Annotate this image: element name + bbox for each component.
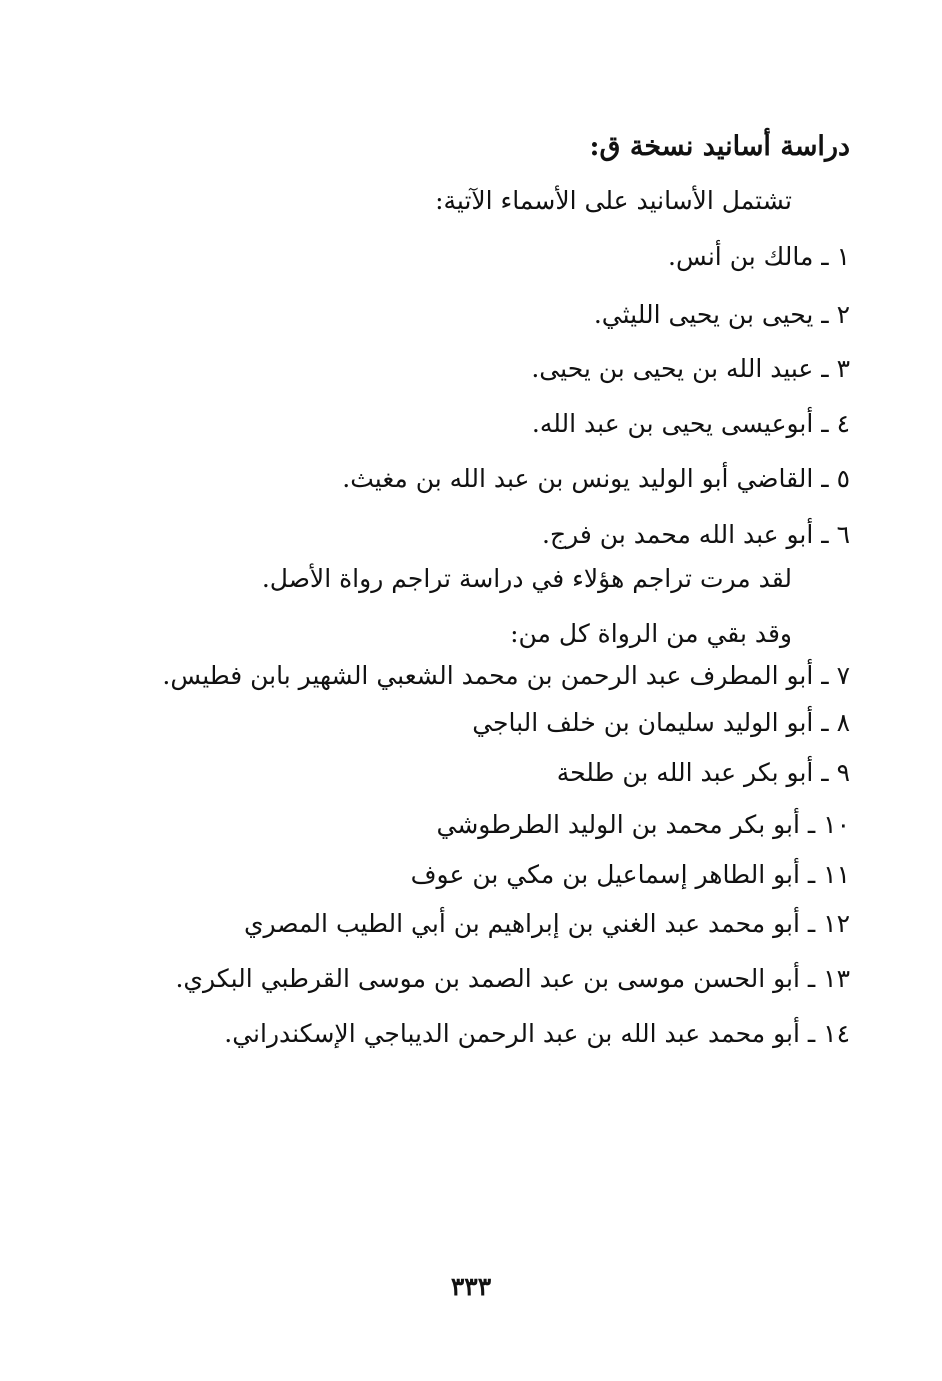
list-item: ١٤ ـ أبو محمد عبد الله بن عبد الرحمن الديباجي الإسكندراني.	[224, 1019, 850, 1048]
page-number: ٣٣٣	[450, 1272, 492, 1301]
section-heading: دراسة أسانيد نسخة ق:	[589, 131, 850, 162]
list-item: ٩ ـ أبو بكر عبد الله بن طلحة	[556, 758, 850, 787]
remaining-intro-text: وقد بقي من الرواة كل من:	[510, 619, 792, 648]
list-item: ١٢ ـ أبو محمد عبد الغني بن إبراهيم بن أبي الطيب المصري	[243, 909, 850, 938]
list-item: ٤ ـ أبوعيسى يحيى بن عبد الله.	[531, 409, 850, 438]
list-item: ١ ـ مالك بن أنس.	[668, 242, 850, 271]
intro-text: تشتمل الأسانيد على الأسماء الآتية:	[435, 186, 792, 215]
list-item: ٥ ـ القاضي أبو الوليد يونس بن عبد الله بن مغيث.	[342, 464, 850, 493]
list-item: ١١ ـ أبو الطاهر إسماعيل بن مكي بن عوف	[410, 860, 850, 889]
list-item: ٧ ـ أبو المطرف عبد الرحمن بن محمد الشعبي الشهير بابن فطيس.	[162, 661, 850, 690]
list-item: ١٣ ـ أبو الحسن موسى بن عبد الصمد بن موسى القرطبي البكري.	[175, 964, 850, 993]
note-text: لقد مرت تراجم هؤلاء في دراسة تراجم رواة الأصل.	[261, 564, 792, 593]
list-item: ٣ ـ عبيد الله بن يحيى بن يحيى.	[531, 354, 850, 383]
list-item: ١٠ ـ أبو بكر محمد بن الوليد الطرطوشي	[436, 810, 850, 839]
list-item: ٢ ـ يحيى بن يحيى الليثي.	[593, 300, 850, 329]
list-item: ٨ ـ أبو الوليد سليمان بن خلف الباجي	[472, 708, 850, 737]
list-item: ٦ ـ أبو عبد الله محمد بن فرج.	[542, 520, 850, 549]
